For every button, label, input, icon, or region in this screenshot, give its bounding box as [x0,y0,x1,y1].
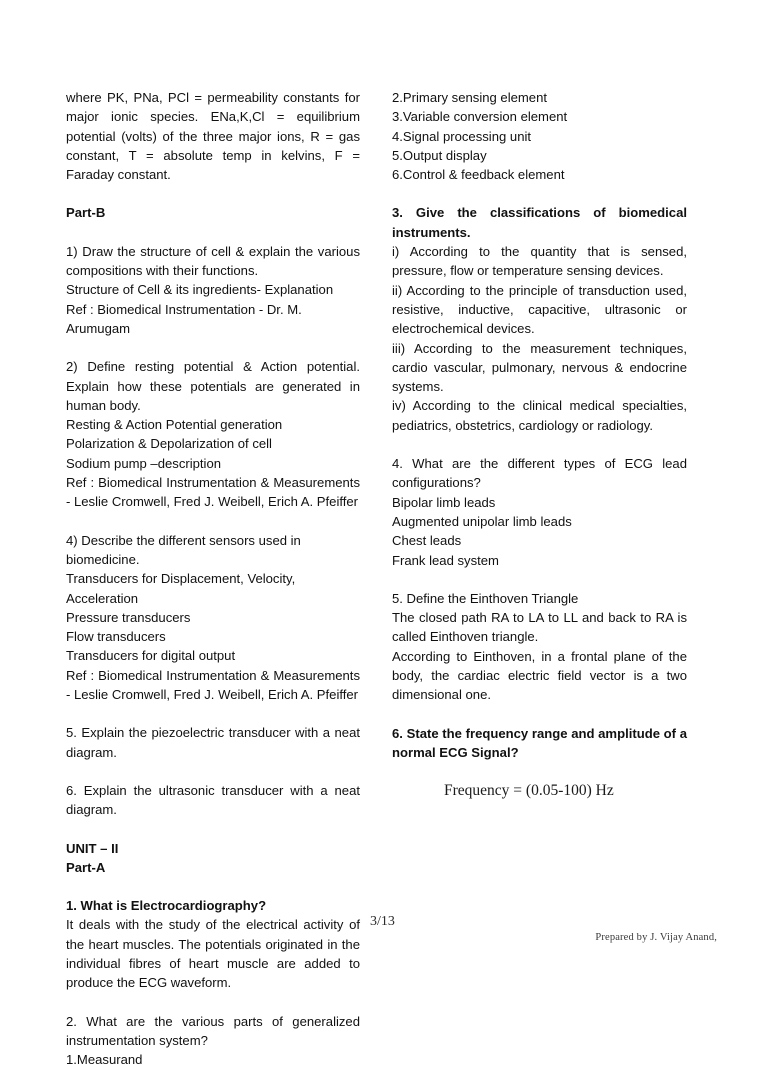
continued-list-block [392,88,687,184]
question-4-ecg-text: 4. What are the different types of ECG lead configurations? [392,456,687,491]
list-item: 3.Variable conversion element [392,109,568,125]
unit2-question-2-answer-line-1: 1.Measurand [66,1052,143,1068]
question-4-answer-line-4: Transducers for digital output [66,648,236,664]
list-item: 2.Primary sensing element [392,90,548,105]
question-6-frequency-text: 6. State the frequency range and amplitude of a normal ECG Signal? [392,725,687,760]
question-5-text: 5. Explain the piezoelectric transducer with a neat diagram. [66,725,360,760]
question-2-block [66,357,360,511]
question-3-answer-ii: ii) According to the principle of transduction used, resistive, inductive, capacitive, ultrasonic or electrochemical devices. [392,282,687,337]
question-6-frequency-block [392,724,687,801]
question-4-block [66,531,360,705]
list-item: 4.Signal processing unit [392,128,532,144]
question-6-block [66,781,360,820]
question-5-einthoven-answer-line-2: According to Einthoven, in a frontal plane of the body, the cardiac electric field vector is a two dimensional one. [392,648,687,703]
question-4-answer-line-2: Pressure transducers [66,609,191,625]
question-1-text: 1) Draw the structure of cell & explain the various compositions with their functions. [66,243,360,279]
frequency-formula: Frequency = (0.05-100) Hz [444,782,614,800]
question-2-answer-line-2: Polarization & Depolarization of cell [66,436,272,452]
unit2-question-2-text: 2. What are the various parts of generalized instrumentation system? [66,1013,360,1048]
part-b-heading-block [66,203,360,222]
list-item: 5.Output display [392,147,487,163]
question-1-reference: Ref : Biomedical Instrumentation - Dr. M. Arumugam [66,301,302,336]
question-5-block [66,723,360,762]
section-spacer [392,570,687,589]
question-4-ecg-answer-line-1: Bipolar limb leads [392,494,496,510]
unit2-question-1-text: 1. What is Electrocardiography? [66,898,267,914]
question-6-text: 6. Explain the ultrasonic transducer with a neat diagram. [66,782,360,818]
question-1-answer-line-1: Structure of Cell & its ingredients- Explanation [66,282,334,298]
prepared-by-footer: Prepared by J. Vijay Anand, [595,932,717,943]
question-5-einthoven-block [392,589,687,705]
question-2-text: 2) Define resting potential & Action potential. Explain how these potentials are generated in human body. [66,359,360,413]
intro-paragraph-block [66,88,360,184]
question-2-answer-line-3: Sodium pump –description [66,455,222,471]
part-b-heading: Part-B [66,205,106,221]
question-2-reference: Ref : Biomedical Instrumentation & Measurements - Leslie Cromwell, Fred J. Weibell, Erich A. Pfeiffer [66,475,360,510]
question-1-block [66,242,360,338]
question-4-answer-line-3: Flow transducers [66,629,166,645]
question-3-block [392,203,687,435]
formula-spacer [392,762,687,781]
unit-2-heading-block [66,839,360,878]
question-4-text: 4) Describe the different sensors used in biomedicine. [66,532,301,567]
question-4-ecg-answer-line-3: Chest leads [392,533,462,549]
right-column [392,88,687,801]
question-3-answer-iv: iv) According to the clinical medical specialties, pediatrics, obstetrics, cardiology or radiology. [392,398,687,433]
unit2-question-1-answer: It deals with the study of the electrical activity of the heart muscles. The potentials originated in the individual fibres of heart muscle are added to produce the ECG waveform. [66,917,360,991]
intro-paragraph: where PK, PNa, PCl = permeability constants for major ionic species. ENa,K,Cl = equilibrium potential (volts) of the three major ions, R = gas constant, T = absolute temp in kelvins, F = Faraday constant. [66,90,360,183]
question-4-ecg-answer-line-2: Augmented unipolar limb leads [392,513,572,529]
question-3-answer-iii: iii) According to the measurement techniques, cardio vascular, pulmonary, nervous & endocrine systems. [392,340,687,395]
question-3-text: 3. Give the classifications of biomedical instruments. [392,205,687,240]
question-5-einthoven-answer-line-1: The closed path RA to LA to LL and back to RA is called Einthoven triangle. [392,610,687,645]
unit2-question-1-block [66,896,360,992]
question-5-einthoven-text: 5. Define the Einthoven Triangle [392,590,579,606]
unit-2-heading: UNIT – II [66,840,119,856]
question-4-reference: Ref : Biomedical Instrumentation & Measurements - Leslie Cromwell, Fred J. Weibell, Erich A. Pfeiffer [66,667,360,703]
question-3-answer-i: i) According to the quantity that is sensed, pressure, flow or temperature sensing devices. [392,244,687,279]
question-4-ecg-block [392,454,687,570]
question-2-answer-line-1: Resting & Action Potential generation [66,417,283,433]
page-number: 3/13 [370,914,395,929]
question-4-ecg-answer-line-4: Frank lead system [392,552,499,568]
question-4-answer-line-1: Transducers for Displacement, Velocity, Acceleration [66,571,296,606]
list-item: 6.Control & feedback element [392,167,565,183]
unit2-question-2-block [66,1012,360,1069]
part-a-heading: Part-A [66,859,106,875]
